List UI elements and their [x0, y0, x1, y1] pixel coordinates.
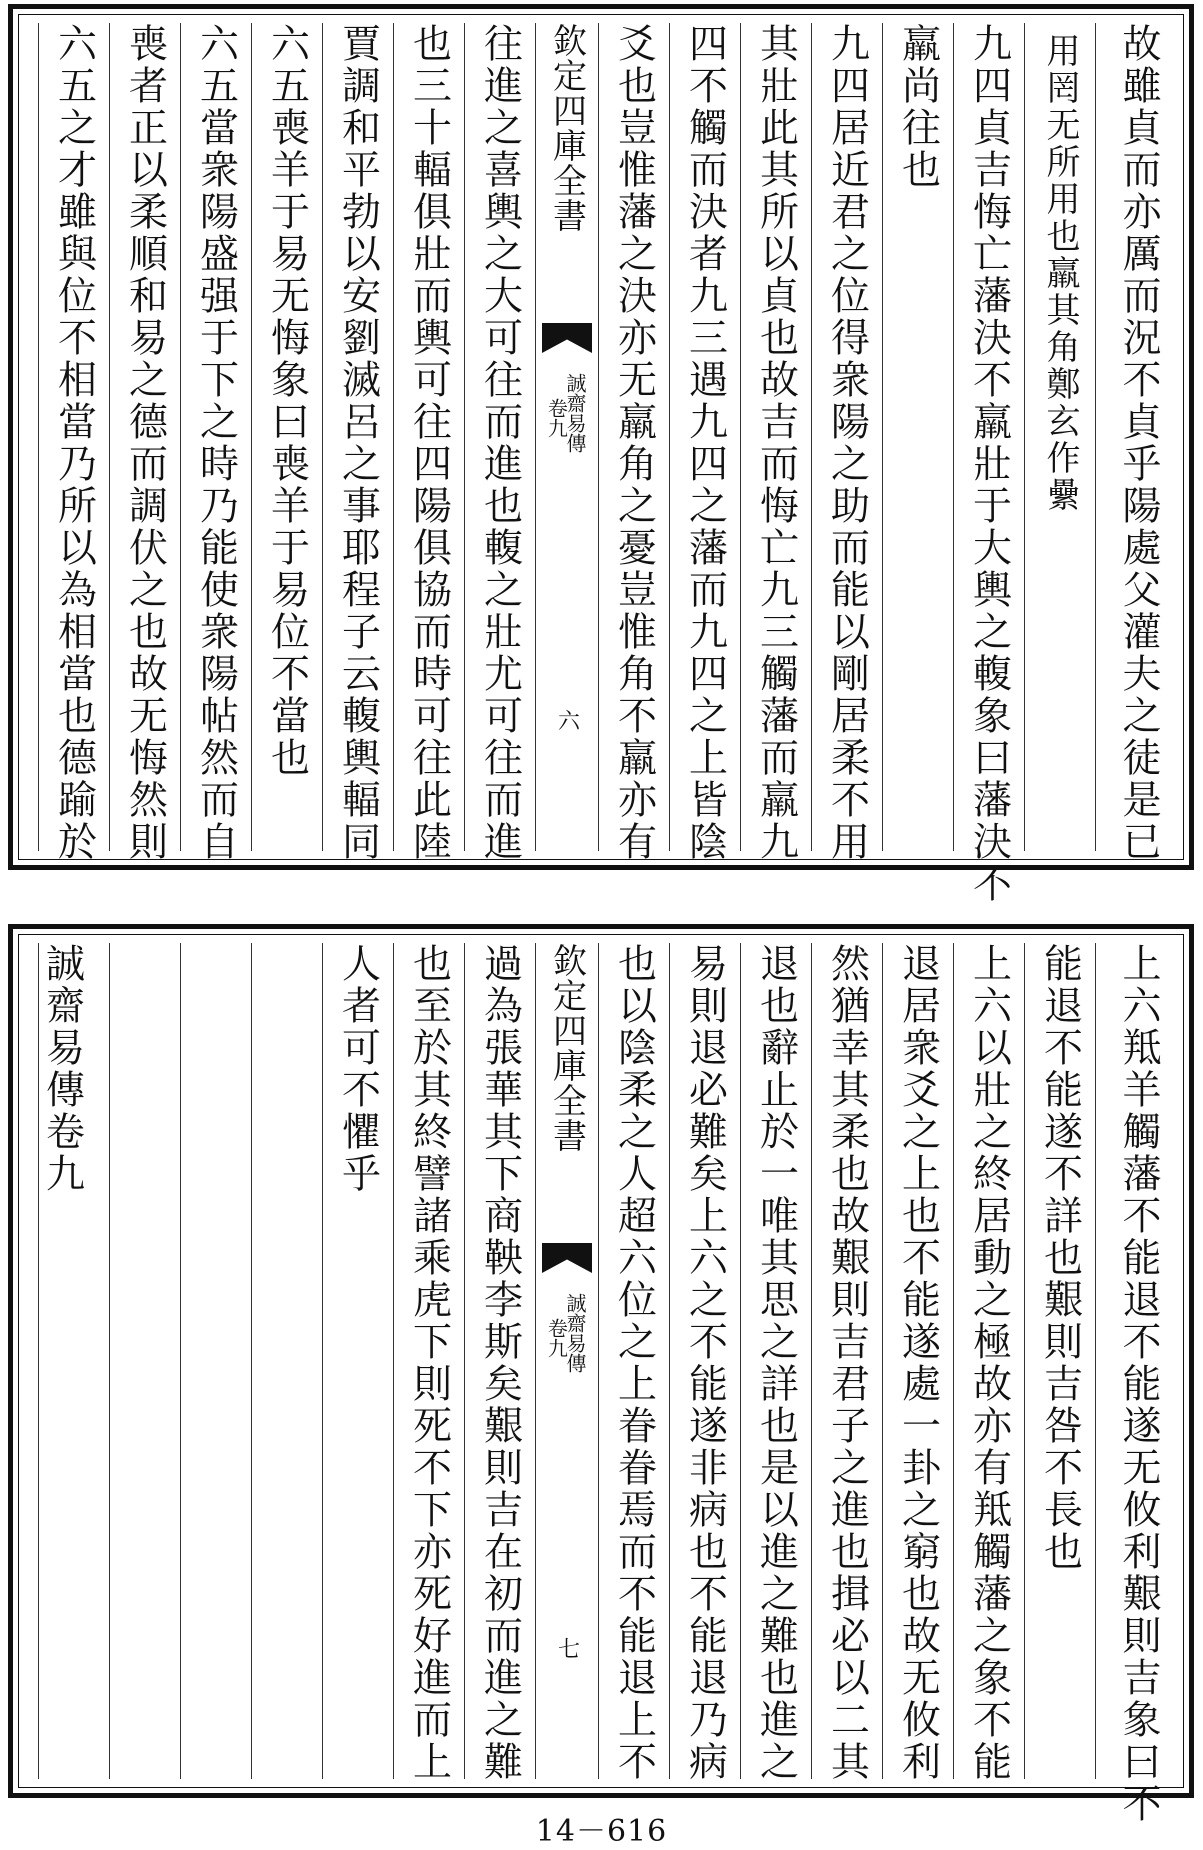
column-text: 也至於其終譬諸乘虎下則死不下亦死好進而上	[406, 943, 452, 1783]
text-column	[464, 23, 535, 863]
book-title: 誠齋易傳	[562, 1293, 587, 1373]
column-text: 九四貞吉悔亡藩決不羸壯于大輿之輹象曰藩決不	[966, 23, 1012, 905]
column-text: 其壯此其所以貞也故吉而悔亡九三觸藩而羸九	[753, 23, 799, 863]
page-code: 14－616	[535, 1814, 668, 1849]
column-text: 喪者正以柔順和易之德而調伏之也故无悔然則	[122, 23, 168, 863]
text-column	[109, 943, 180, 1779]
text-column	[740, 943, 811, 1783]
text-column	[669, 23, 740, 863]
leaf-number: 六	[554, 709, 580, 731]
column-text: 退居衆爻之上也不能遂處一卦之窮也故无攸利	[895, 943, 941, 1783]
center-title: 欽定四庫全書	[546, 23, 587, 233]
column-text: 也以陰柔之人超六位之上眷眷焉而不能退上不	[611, 943, 657, 1783]
column-text: 易則退必難矣上六之不能遂非病也不能退乃病	[682, 943, 728, 1783]
text-column	[598, 943, 669, 1783]
column-text: 過為張華其下商鞅李斯矣艱則吉在初而進之難	[477, 943, 523, 1783]
column-text: 故雖貞而亦厲而況不貞乎陽處父灌夫之徒是已	[1116, 23, 1161, 863]
center-column	[535, 23, 598, 851]
leaf-number: 七	[554, 1637, 580, 1659]
text-column	[811, 943, 882, 1783]
column-text: 用罔无所用也羸其角鄭玄作纍	[1040, 33, 1080, 514]
text-column	[322, 943, 393, 1779]
text-column	[882, 943, 953, 1783]
column-text: 六五之才雖與位不相當乃所以為相當也德踰於	[51, 23, 97, 863]
text-column	[882, 23, 953, 851]
volume-label: 卷九	[544, 398, 569, 438]
text-column	[811, 23, 882, 863]
column-text: 六五當衆陽盛强于下之時乃能使衆陽帖然而自	[193, 23, 239, 863]
column-text: 也三十輻俱壯而輿可往四陽俱協而時可往此陸	[406, 23, 452, 863]
text-column	[953, 23, 1024, 905]
text-column	[953, 943, 1024, 1783]
column-text: 羸尚往也	[895, 23, 941, 191]
bottom-page	[8, 924, 1194, 1825]
column-text: 九四居近君之位得衆陽之助而能以剛居柔不用	[824, 23, 870, 863]
text-column	[251, 943, 322, 1779]
column-text: 人者可不懼乎	[335, 943, 381, 1195]
column-text: 往進之喜輿之大可往而進也輹之壯尤可往而進	[477, 23, 523, 863]
fishtail-mark	[542, 1243, 592, 1273]
center-title: 欽定四庫全書	[546, 943, 587, 1153]
column-text: 然猶幸其柔也故艱則吉君子之進也揖必以二其	[824, 943, 870, 1783]
column-text: 四不觸而決者九三遇九四之藩而九四之上皆陰	[682, 23, 728, 863]
text-column	[322, 23, 393, 863]
column-text: 六五喪羊于易无悔象曰喪羊于易位不當也	[264, 23, 310, 779]
column-text: 賈調和平勃以安劉滅呂之事耶程子云輹輿輻同	[335, 23, 381, 863]
text-column	[393, 23, 464, 863]
text-column	[669, 943, 740, 1783]
volume-label: 卷九	[544, 1318, 569, 1358]
column-text: 上六羝羊觸藩不能退不能遂无攸利艱則吉象曰不	[1116, 943, 1161, 1825]
text-column	[38, 23, 109, 851]
column-text: 上六以壯之終居動之極故亦有羝觸藩之象不能	[966, 943, 1012, 1783]
text-column	[393, 943, 464, 1783]
column-text: 爻也豈惟藩之決亦无羸角之憂豈惟角不羸亦有	[611, 23, 657, 863]
text-column	[598, 23, 669, 863]
column-text: 能退不能遂不詳也艱則吉咎不長也	[1037, 943, 1083, 1573]
text-column	[464, 943, 535, 1783]
top-page	[8, 4, 1194, 905]
text-column	[180, 23, 251, 863]
center-column	[535, 943, 598, 1779]
column-text: 退也辭止於一唯其思之詳也是以進之難也進之	[753, 943, 799, 1783]
text-column	[1024, 943, 1095, 1779]
text-column	[0, 943, 85, 1779]
text-column	[1095, 23, 1181, 863]
volume-end-text: 誠齋易傳卷九	[39, 943, 85, 1195]
text-column	[19, 23, 38, 851]
text-column	[740, 23, 811, 863]
text-column	[180, 943, 251, 1779]
book-title: 誠齋易傳	[562, 373, 587, 453]
text-column	[1024, 23, 1095, 851]
text-column	[1095, 943, 1181, 1825]
text-column	[251, 23, 322, 851]
text-column	[109, 23, 180, 863]
fishtail-mark	[542, 323, 592, 353]
